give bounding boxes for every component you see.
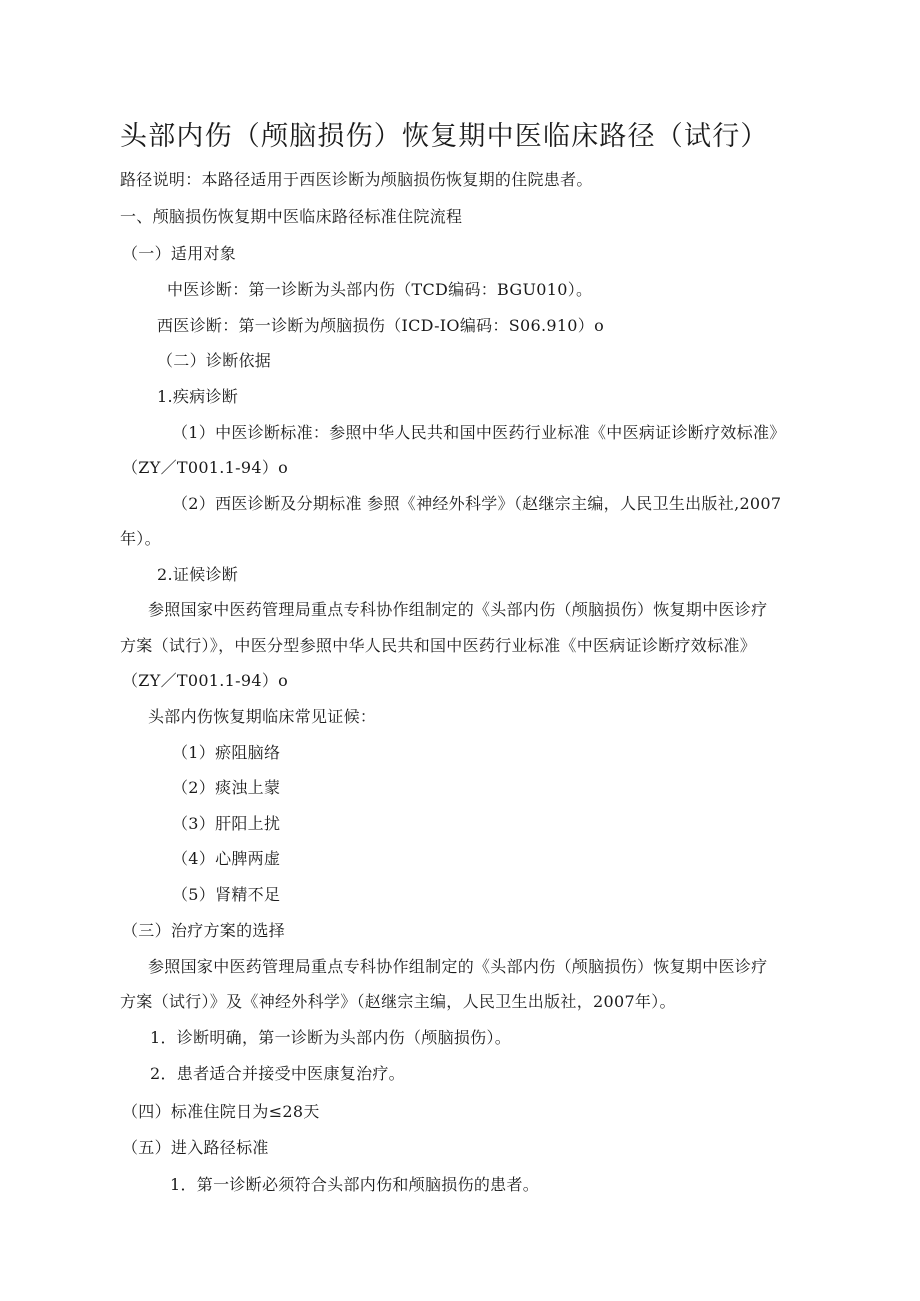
western-diagnosis-line: 西医诊断：第一诊断为颅脑损伤（ICD-IO编码：S06.910）o — [157, 316, 605, 335]
treatment-item-2: 2．患者适合并接受中医康复治疗。 — [150, 1064, 405, 1083]
path-description: 路径说明：本路径适用于西医诊断为颅脑损伤恢复期的住院患者。 — [120, 170, 593, 189]
document-title: 头部内伤（颅脑损伤）恢复期中医临床路径（试行） — [120, 121, 769, 152]
treatment-item-1: 1．诊断明确，第一诊断为头部内伤（颅脑损伤）。 — [150, 1028, 512, 1047]
disease-diagnosis-heading: 1.疾病诊断 — [157, 387, 239, 406]
syndrome-list-item: （3）肝阳上扰 — [172, 814, 281, 833]
syndrome-diagnosis-heading: 2.证候诊断 — [157, 565, 239, 584]
common-syndromes-heading: 头部内伤恢复期临床常见证候： — [148, 707, 377, 726]
syndrome-reference-line-3: （ZY／T001.1-94）o — [122, 671, 289, 690]
western-criteria-line-1: （2）西医诊断及分期标准 参照《神经外科学》（赵继宗主编，人民卫生出版社,2007 — [172, 494, 782, 513]
diagnosis-basis-heading: （二）诊断依据 — [157, 351, 272, 370]
applicable-object-heading: （一）适用对象 — [122, 244, 237, 263]
entry-criteria-item-1: 1．第一诊断必须符合头部内伤和颅脑损伤的患者。 — [170, 1175, 540, 1194]
syndrome-list-item: （5）肾精不足 — [172, 885, 281, 904]
syndrome-reference-line-2: 方案（试行）》，中医分型参照中华人民共和国中医药行业标准《中医病证诊断疗效标准》 — [120, 636, 757, 655]
tcm-criteria-line-2: （ZY／T001.1-94）o — [122, 458, 289, 477]
treatment-reference-line-2: 方案（试行）》及《神经外科学》（赵继宗主编，人民卫生出版社，2007年）。 — [120, 992, 676, 1011]
syndrome-list-item: （4）心脾两虚 — [172, 849, 281, 868]
hospital-stay-heading: （四）标准住院日为≤28天 — [122, 1102, 320, 1121]
tcm-criteria-line-1: （1）中医诊断标准：参照中华人民共和国中医药行业标准《中医病证诊断疗效标准》 — [172, 423, 786, 442]
syndrome-list-item: （1）瘀阻脑络 — [172, 743, 281, 762]
syndrome-list-item: （2）痰浊上蒙 — [172, 778, 281, 797]
syndrome-reference-line-1: 参照国家中医药管理局重点专科协作组制定的《头部内伤（颅脑损伤）恢复期中医诊疗 — [148, 600, 768, 619]
treatment-reference-line-1: 参照国家中医药管理局重点专科协作组制定的《头部内伤（颅脑损伤）恢复期中医诊疗 — [148, 957, 768, 976]
western-criteria-line-2: 年）。 — [120, 529, 161, 548]
treatment-plan-heading: （三）治疗方案的选择 — [122, 921, 286, 940]
entry-criteria-heading: （五）进入路径标准 — [122, 1138, 269, 1157]
section-1-heading: 一、颅脑损伤恢复期中医临床路径标准住院流程 — [120, 207, 463, 226]
tcm-diagnosis-line: 中医诊断：第一诊断为头部内伤（TCD编码：BGU010）。 — [167, 280, 593, 299]
